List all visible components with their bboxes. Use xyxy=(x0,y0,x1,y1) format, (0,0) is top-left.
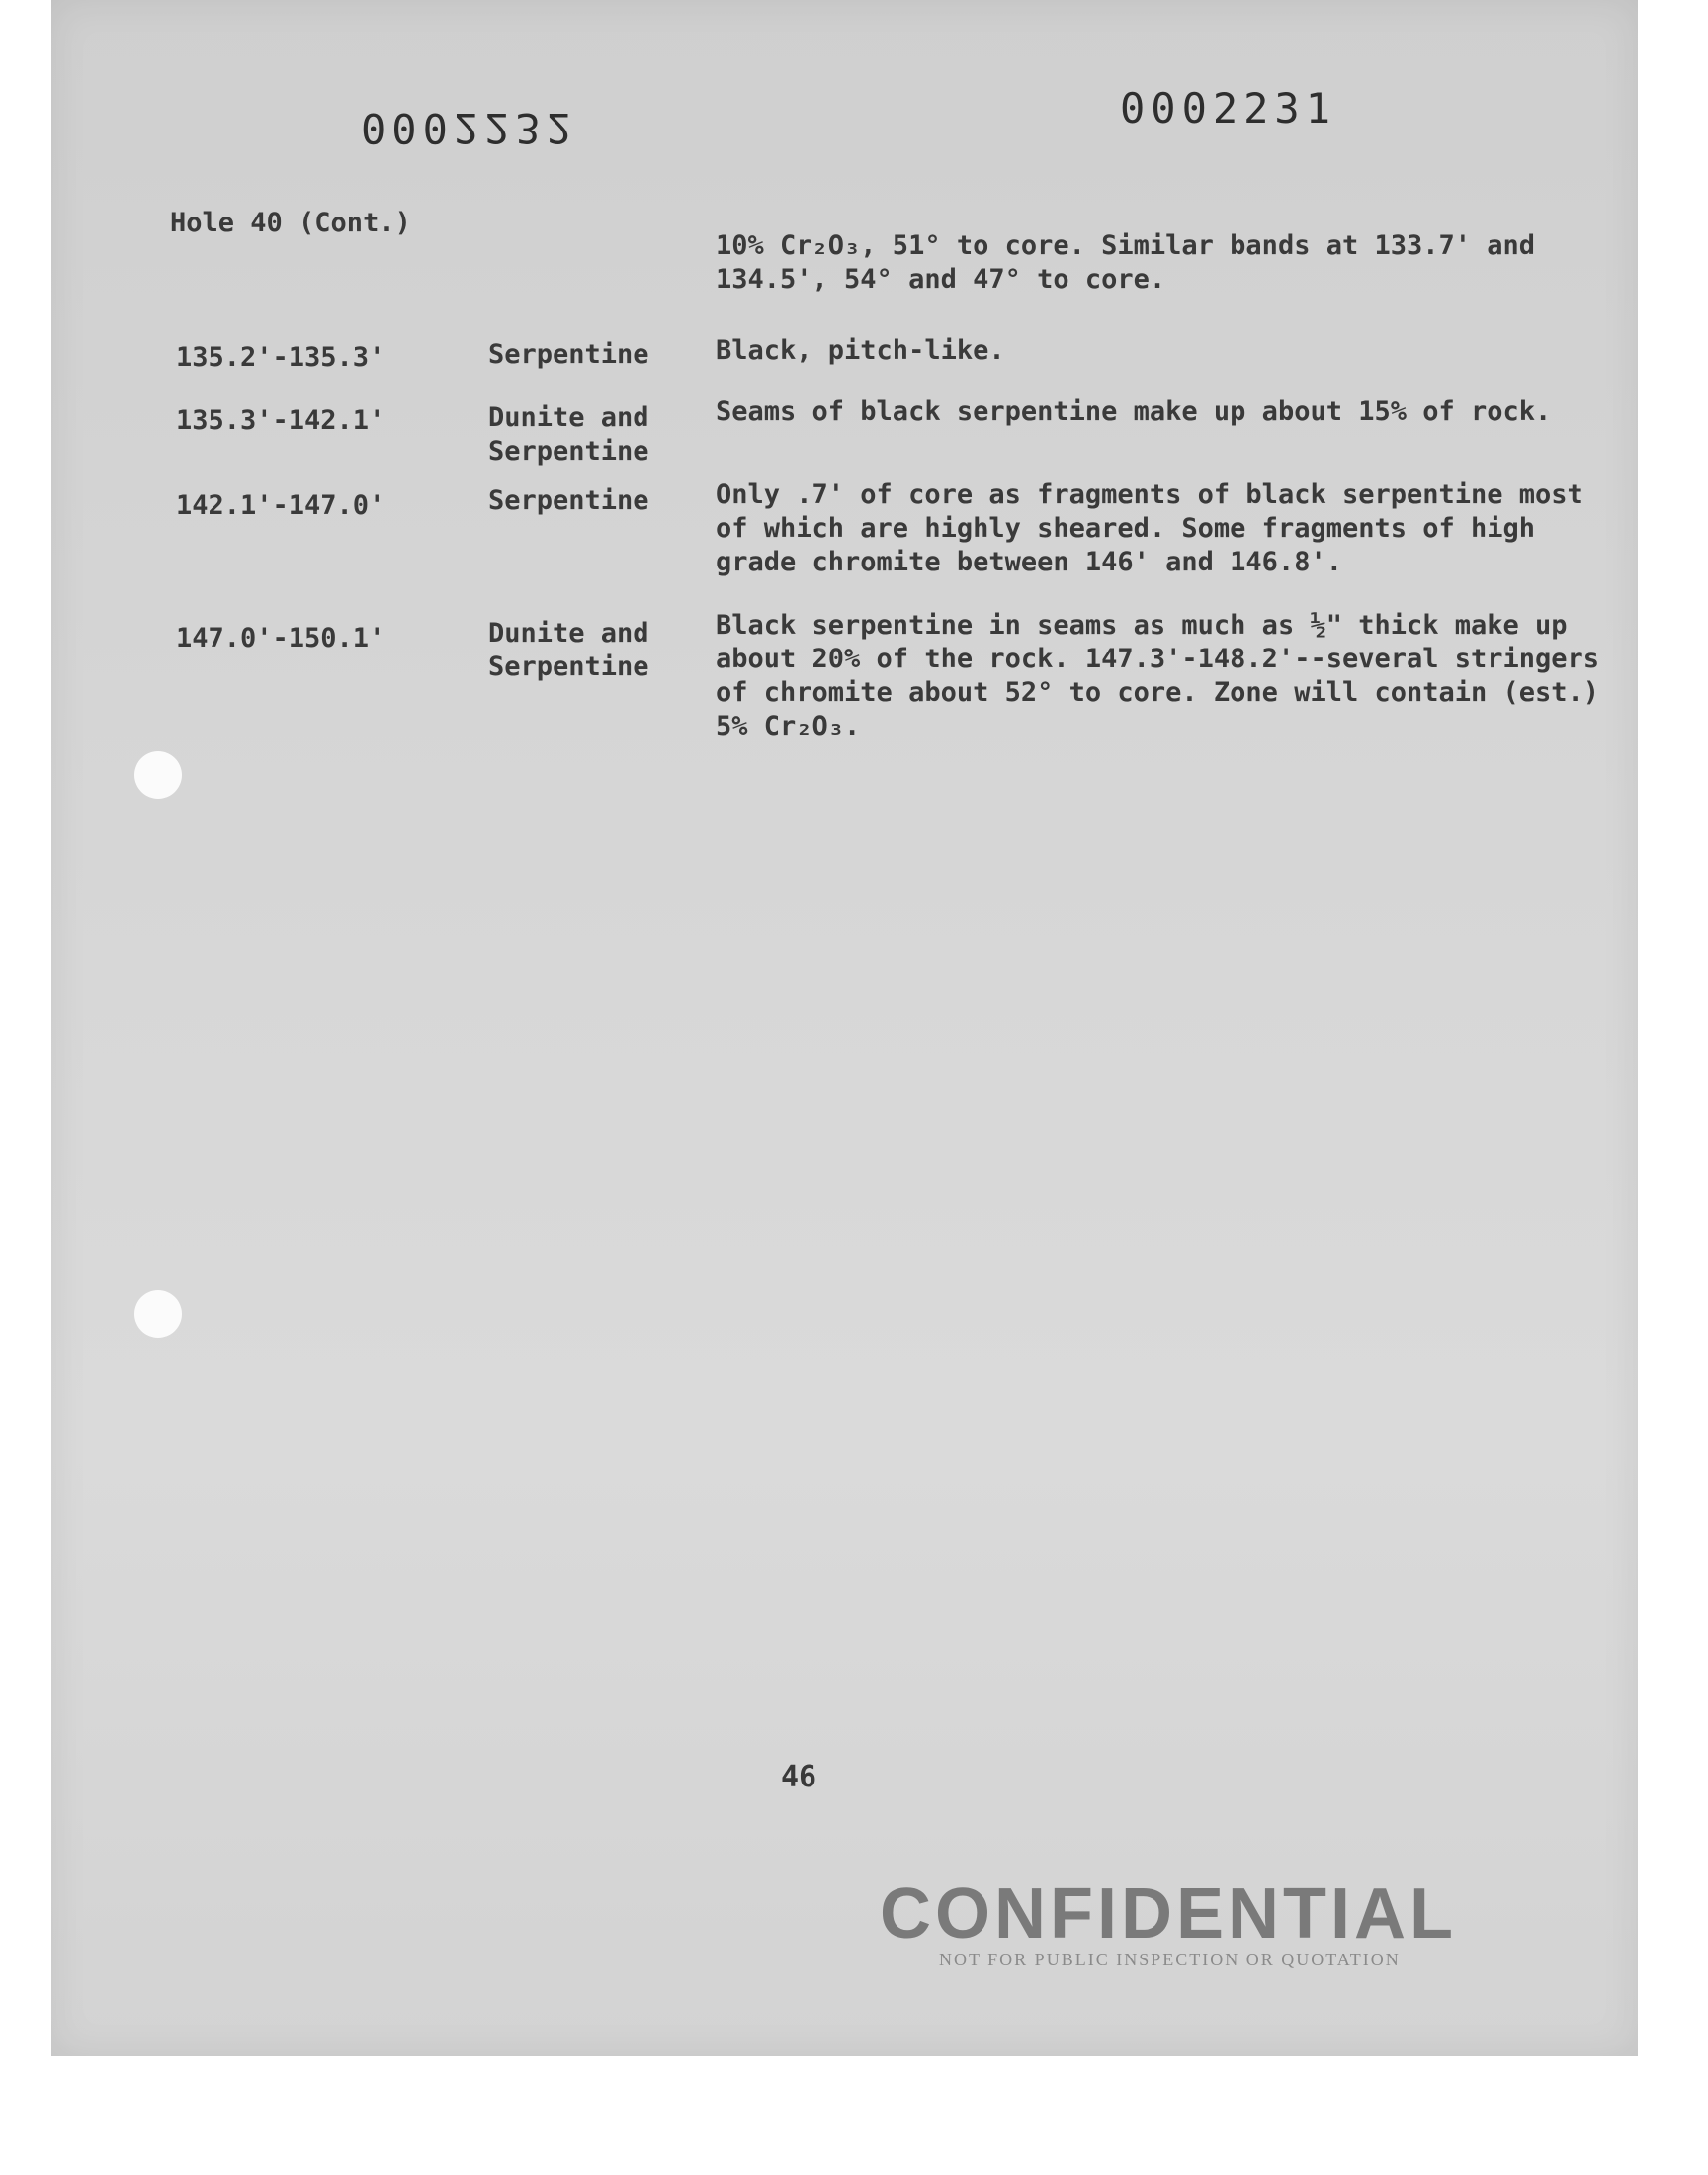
confidential-notice: NOT FOR PUBLIC INSPECTION OR QUOTATION xyxy=(939,1950,1401,1969)
hole-punch-bottom xyxy=(134,1290,182,1338)
rock-type: Dunite and Serpentine xyxy=(488,402,649,467)
hole-title: Hole 40 (Cont.) xyxy=(170,208,411,238)
depth-interval: 135.3'-142.1' xyxy=(176,405,385,436)
mirrored-document-number: 0002232 xyxy=(361,104,578,152)
rock-description: Seams of black serpentine make up about 15% of rock. xyxy=(716,396,1552,427)
continued-description: 10% Cr₂O₃, 51° to core. Similar bands at 133.7' and 134.5', 54° and 47° to core. xyxy=(716,230,1536,295)
rock-description: Only .7' of core as fragments of black serpentine most of which are highly sheared. Some fragments of high grade chromite between 146' and 146.8'. xyxy=(716,479,1583,577)
rock-type: Dunite and Serpentine xyxy=(488,618,649,682)
confidential-stamp: CONFIDENTIAL xyxy=(880,1874,1457,1954)
rock-description: Black, pitch-like. xyxy=(716,335,1005,366)
depth-interval: 135.2'-135.3' xyxy=(176,342,385,373)
rock-description: Black serpentine in seams as much as ½" thick make up about 20% of the rock. 147.3'-148.2'--several stringers of chromite about 52° to core. Zone will contain (est.) 5% Cr₂O₃. xyxy=(716,610,1600,741)
document-number: 0002231 xyxy=(1120,84,1337,132)
depth-interval: 142.1'-147.0' xyxy=(176,490,385,521)
rock-type: Serpentine xyxy=(488,485,649,516)
page-number: 46 xyxy=(781,1760,817,1794)
hole-punch-top xyxy=(134,751,182,799)
document-page xyxy=(51,0,1638,2056)
rock-type: Serpentine xyxy=(488,339,649,370)
depth-interval: 147.0'-150.1' xyxy=(176,623,385,653)
